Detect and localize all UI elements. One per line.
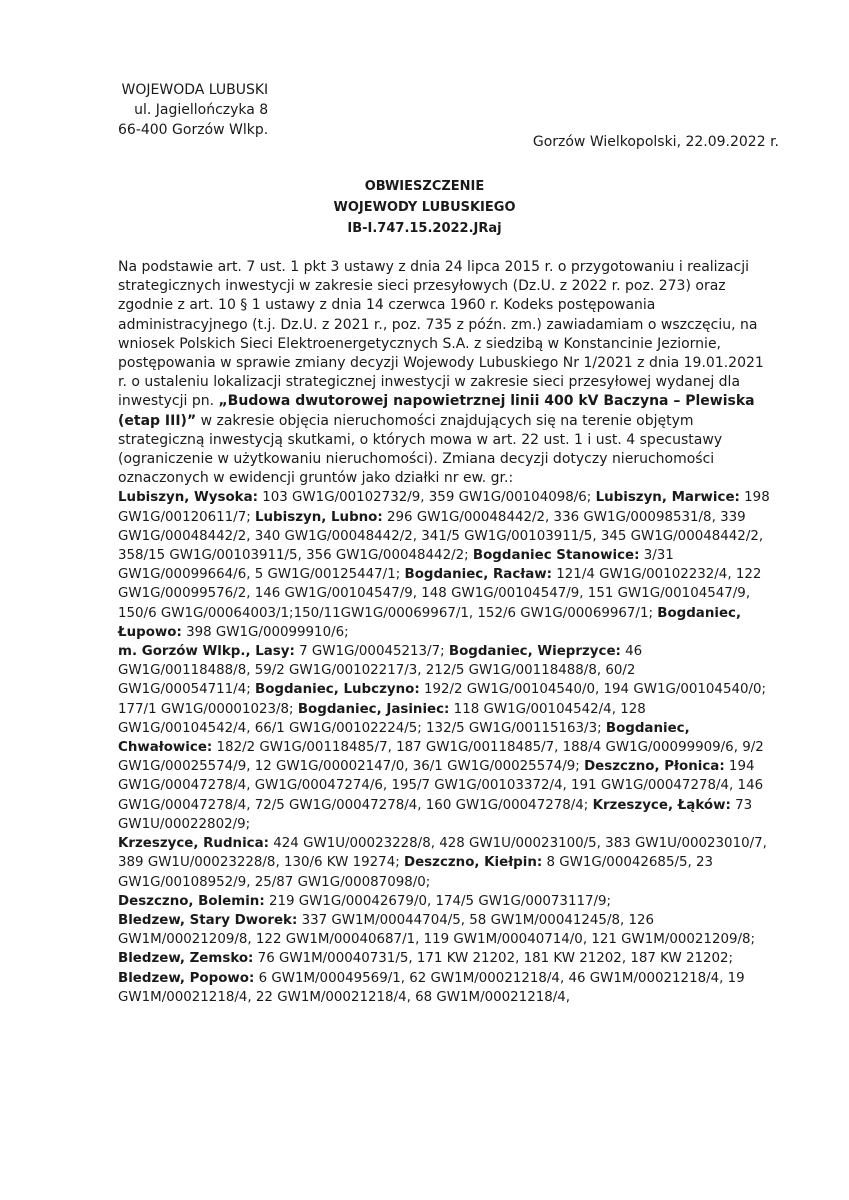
- parcel-numbers: 219 GW1G/00042679/0, 174/5 GW1G/00073117/9;: [264, 893, 612, 909]
- intro-part-2: w zakresie objęcia nieruchomości znajdujących się na terenie objętym strategiczną inwestycją skutkami, o których mowa w art. 22 ust. 1 i ust. 4 specustawy (ograniczenie w użytkowaniu nieruchomości). Zmiana decyzji dotyczy nieruchomości oznaczonych w ewidencji gruntów jako działki nr ew. gr.:: [118, 412, 723, 487]
- parcel-location: Bogdaniec, Chwałowice:: [118, 720, 690, 756]
- parcel-numbers: 121/4 GW1G/00102232/4, 122 GW1G/00099576/2, 146 GW1G/00104547/9, 148 GW1G/00104547/9, 151 GW1G/00104547/9, 150/6 GW1G/00064003/1;150/11GW1G/00069967/1, 152/6 GW1G/00069967/1;: [118, 567, 762, 621]
- parcel-numbers: 7 GW1G/00045213/7;: [294, 644, 449, 660]
- parcel-numbers: 118 GW1G/00104542/4, 128 GW1G/00104542/4, 66/1 GW1G/00102224/5; 132/5 GW1G/00115163/3;: [118, 701, 646, 736]
- parcel-numbers: 8 GW1G/00042685/5, 23 GW1G/00108952/9, 25/87 GW1G/00087098/0;: [118, 855, 714, 890]
- parcel-numbers: 103 GW1G/00102732/9, 359 GW1G/00104098/6;: [257, 490, 596, 506]
- parcel-location: Deszczno, Płonica:: [584, 759, 725, 775]
- parcel-numbers: 424 GW1U/00023228/8, 428 GW1U/00023100/5, 383 GW1U/00023010/7, 389 GW1U/00023228/8, 130/6 KW 19274;: [118, 836, 767, 871]
- parcel-location: m. Gorzów Wlkp., Lasy:: [118, 644, 295, 660]
- case-number: IB-I.747.15.2022.JRaj: [347, 221, 502, 236]
- parcel-location: Bogdaniec, Jasiniec:: [297, 701, 450, 717]
- parcel-numbers: 337 GW1M/00044704/5, 58 GW1M/00041245/8, 126 GW1M/00021209/8, 122 GW1M/00040687/1, 119 GW1M/00040714/0, 121 GW1M/00021209/8;: [118, 912, 756, 948]
- sender-street: ul. Jagiellończyka 8: [134, 102, 269, 118]
- parcel-location: Lubiszyn, Lubno:: [254, 509, 383, 525]
- parcel-location: Krzeszyce, Łąków:: [592, 797, 731, 813]
- project-name: „Budowa dwutorowej napowietrznej linii 400 kV Baczyna – Plewiska (etap III)”: [118, 393, 755, 429]
- parcel-numbers: 194 GW1G/00047278/4, GW1G/00047274/6, 195/7 GW1G/00103372/4, 191 GW1G/00047278/4, 146 GW1G/00047278/4, 72/5 GW1G/00047278/4, 160 GW1G/00047278/4;: [118, 759, 764, 813]
- parcel-location: Bogdaniec Stanowice:: [472, 548, 640, 564]
- parcel-numbers: 6 GW1M/00049569/1, 62 GW1M/00021218/4, 46 GW1M/00021218/4, 19 GW1M/00021218/4, 22 GW1M/00021218/4, 68 GW1M/00021218/4,: [118, 970, 745, 1005]
- parcel-location: Bledzew, Stary Dworek:: [118, 912, 298, 928]
- title-line: OBWIESZCZENIE: [364, 179, 485, 194]
- parcel-numbers: 46 GW1G/00118488/8, 59/2 GW1G/00102217/3, 212/5 GW1G/00118488/8, 60/2 GW1G/00054711/4;: [118, 644, 643, 698]
- parcel-location: Bogdaniec, Wieprzyce:: [448, 644, 621, 660]
- parcel-numbers: 198 GW1G/00120611/7;: [118, 490, 770, 525]
- document-title: [0, 176, 849, 239]
- parcel-location: Lubiszyn, Marwice:: [595, 490, 740, 506]
- parcel-numbers: 182/2 GW1G/00118485/7, 187 GW1G/00118485/7, 188/4 GW1G/00099909/6, 9/2 GW1G/00025574/9, 12 GW1G/00002147/0, 36/1 GW1G/00025574/9;: [118, 740, 764, 775]
- parcel-location: Deszczno, Bolemin:: [118, 893, 265, 909]
- parcel-location: Bledzew, Popowo:: [118, 970, 255, 986]
- document-body: [118, 258, 770, 1007]
- sender-name: WOJEWODA LUBUSKI: [121, 82, 269, 98]
- parcel-numbers: 3/31 GW1G/00099664/6, 5 GW1G/00125447/1;: [118, 548, 674, 583]
- title-authority: WOJEWODY LUBUSKIEGO: [333, 200, 516, 215]
- parcel-location: Deszczno, Kiełpin:: [403, 855, 543, 871]
- parcel-list: [118, 488, 770, 1006]
- parcel-numbers: 73 GW1U/00022802/9;: [118, 797, 753, 832]
- parcel-numbers: 296 GW1G/00048442/2, 336 GW1G/00098531/8, 339 GW1G/00048442/2, 340 GW1G/00048442/2, 341/5 GW1G/00103911/5, 345 GW1G/00048442/2, 358/15 GW1G/00103911/5, 356 GW1G/00048442/2;: [118, 509, 764, 564]
- parcel-location: Lubiszyn, Wysoka:: [118, 490, 258, 506]
- parcel-location: Bogdaniec, Racław:: [404, 567, 553, 583]
- parcel-location: Bogdaniec, Lubczyno:: [254, 682, 420, 698]
- intro-part-1: Na podstawie art. 7 ust. 1 pkt 3 ustawy z dnia 24 lipca 2015 r. o przygotowaniu i realizacji strategicznych inwestycji w zakresie sieci przesyłowych (Dz.U. z 2022 r. poz. 273) oraz zgodnie z art. 10 § 1 ustawy z dnia 14 czerwca 1960 r. Kodeks postępowania administracyjnego (t.j. Dz.U. z 2021 r., poz. 735 z późn. zm.) zawiadamiam o wszczęciu, na wniosek Polskich Sieci Elektroenergetycznych S.A. z siedzibą w Konstancinie Jeziornie, postępowania w sprawie zmiany decyzji Wojewody Lubuskiego Nr 1/2021 z dnia 19.01.2021 r. o ustaleniu lokalizacji strategicznej inwestycji w zakresie sieci przesyłowej wydanej dla inwestycji pn.: [118, 259, 764, 410]
- sender-city: 66-400 Gorzów Wlkp.: [118, 122, 269, 138]
- parcel-location: Bledzew, Zemsko:: [118, 951, 254, 967]
- intro-paragraph: [118, 258, 770, 488]
- parcel-location: Krzeszyce, Rudnica:: [118, 836, 269, 852]
- parcel-numbers: 76 GW1M/00040731/5, 171 KW 21202, 181 KW 21202, 187 KW 21202;: [253, 951, 734, 967]
- sender-address: [118, 80, 268, 140]
- parcel-numbers: 398 GW1G/00099910/6;: [181, 624, 349, 640]
- parcel-location: Bogdaniec, Łupowo:: [118, 605, 742, 640]
- parcel-numbers: 192/2 GW1G/00104540/0, 194 GW1G/00104540/0; 177/1 GW1G/00001023/8;: [118, 682, 767, 717]
- place-date: Gorzów Wielkopolski, 22.09.2022 r.: [532, 134, 779, 150]
